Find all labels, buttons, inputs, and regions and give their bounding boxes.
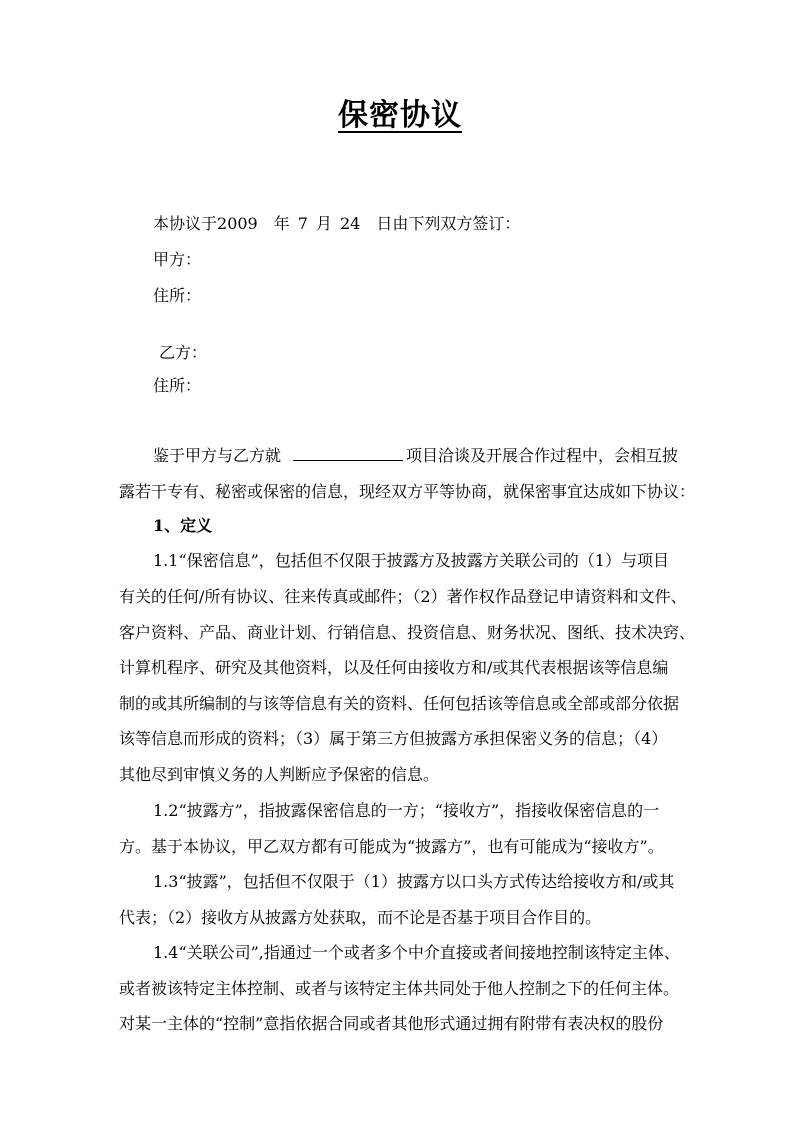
recital-line-1 xyxy=(153,443,689,468)
recital-part-2: 项目洽谈及开展合作过程中，会相互披 xyxy=(406,446,679,465)
section-heading-definitions: 1、定义 xyxy=(153,516,213,535)
clause-line: 1.4“关联公司”,指通过一个或者多个中介直接或者间接地控制该特定主体、 xyxy=(153,943,680,962)
party-b-address-label: 住所： xyxy=(153,376,202,395)
clause-line: 对某一主体的“控制”意指依据合同或者其他形式通过拥有附带有表决权的股份 xyxy=(119,1014,664,1033)
clause-line: 计算机程序、研究及其他资料，以及任何由接收方和/或其代表根据该等信息编 xyxy=(119,658,669,677)
party-a-address-label: 住所： xyxy=(153,286,202,305)
document-title: 保密协议 xyxy=(338,98,462,133)
intro-year-unit: 年 xyxy=(273,214,290,233)
agreement-date-line xyxy=(153,212,689,236)
clause-line: 方。基于本协议，甲乙双方都有可能成为“披露方”，也有可能成为“接收方”。 xyxy=(119,837,664,856)
clause-line: 1.2“披露方”，指披露保密信息的一方；“接收方”，指接收保密信息的一 xyxy=(153,801,660,820)
intro-year: 2009 xyxy=(217,214,258,233)
intro-month-unit: 月 xyxy=(315,214,332,233)
intro-suffix: 日由下列双方签订： xyxy=(376,214,521,233)
clause-line: 制的或其所编制的与该等信息有关的资料、任何包括该等信息或全部或部分依据 xyxy=(119,694,680,713)
clause-line: 其他尽到审慎义务的人判断应予保密的信息。 xyxy=(119,765,440,784)
clause-line: 1.3“披露”，包括但不仅限于（1）披露方以口头方式传达给接收方和/或其 xyxy=(153,872,675,891)
recital-part-1: 鉴于甲方与乙方就 xyxy=(153,446,282,465)
clause-line: 客户资料、产品、商业计划、行销信息、投资信息、财务状况、图纸、技术决窍、 xyxy=(119,623,696,642)
party-b-label: 乙方： xyxy=(159,343,208,362)
intro-month: 7 xyxy=(297,214,308,233)
intro-day: 24 xyxy=(339,214,361,233)
intro-prefix: 本协议于 xyxy=(153,214,218,233)
clause-line: 1.1“保密信息”，包括但不仅限于披露方及披露方关联公司的（1）与项目 xyxy=(153,551,669,570)
project-name-blank[interactable] xyxy=(293,443,403,461)
clause-line: 有关的任何/所有协议、往来传真或邮件；（2）著作权作品登记申请资料和文件、 xyxy=(119,587,687,606)
clause-line: 或者被该特定主体控制、或者与该特定主体共同处于他人控制之下的任何主体。 xyxy=(119,979,680,998)
recital-line-2: 露若干专有、秘密或保密的信息，现经双方平等协商，就保密事宜达成如下协议： xyxy=(119,482,696,501)
clause-line: 该等信息而形成的资料；（3）属于第三方但披露方承担保密义务的信息；（4） xyxy=(119,729,668,748)
party-a-label: 甲方： xyxy=(153,250,202,269)
clause-line: 代表；（2）接收方从披露方处获取，而不论是否基于项目合作目的。 xyxy=(119,908,602,927)
